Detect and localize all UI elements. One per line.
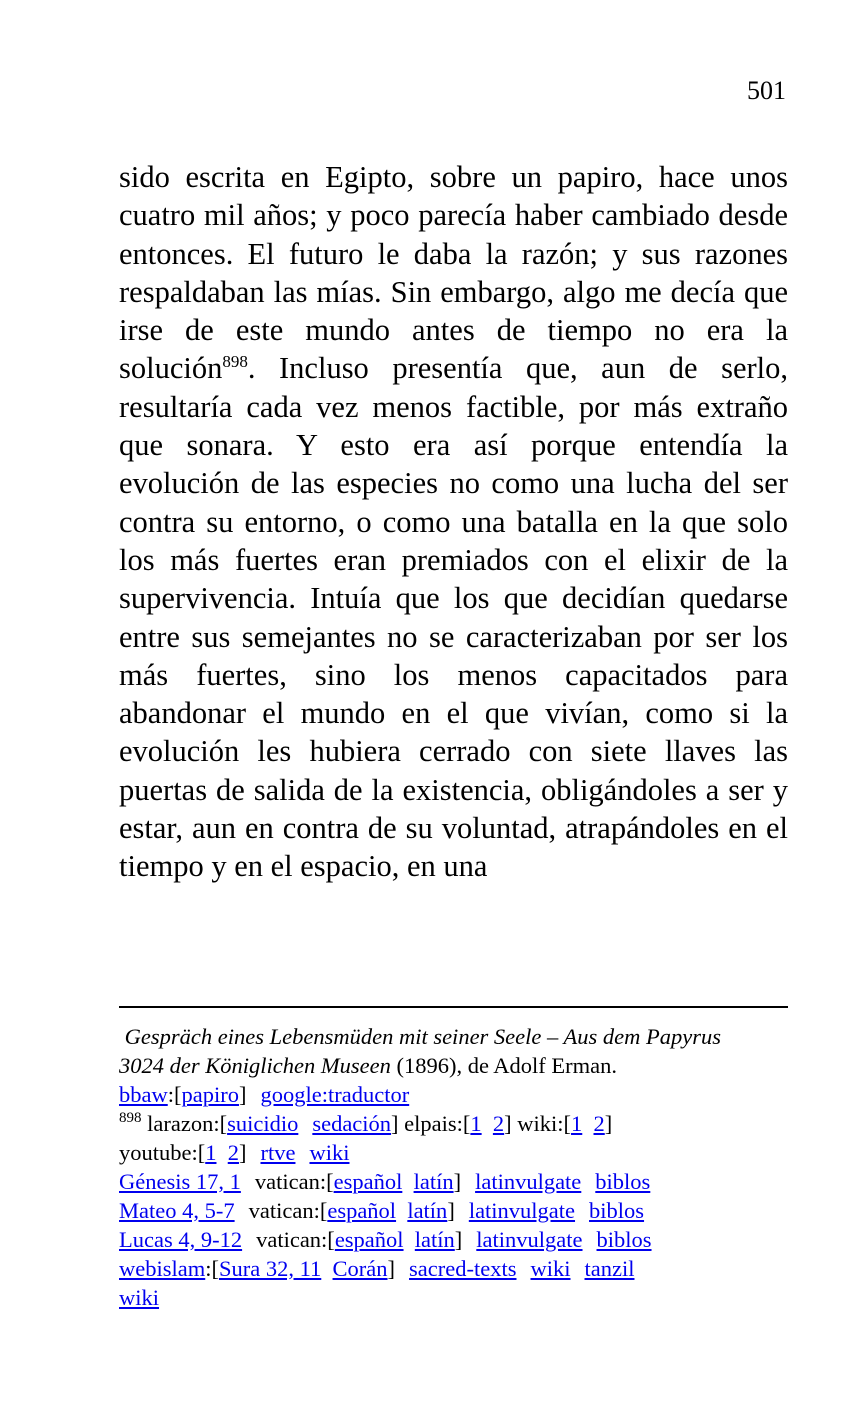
ref-line-islam-2 — [119, 1283, 791, 1312]
close-bracket: ] — [387, 1256, 396, 1281]
link-mateo[interactable]: Mateo 4, 5-7 — [119, 1198, 235, 1223]
link-bbaw[interactable]: bbaw — [119, 1082, 168, 1107]
close-bracket: ] — [454, 1227, 463, 1252]
link-coran[interactable]: Corán — [332, 1256, 388, 1281]
link-latinvulgate[interactable]: latinvulgate — [475, 1169, 582, 1194]
link-biblos[interactable]: biblos — [595, 1169, 651, 1194]
link-espanol[interactable]: español — [333, 1169, 403, 1194]
footnote-prev-line2 — [119, 1051, 791, 1080]
book-title-line1: Gespräch eines Lebensmüden mit seiner Seele – Aus dem Papyrus — [124, 1024, 721, 1049]
link-latin[interactable]: latín — [413, 1169, 454, 1194]
link-latin[interactable]: latín — [407, 1198, 448, 1223]
link-wiki-2[interactable]: 2 — [593, 1111, 605, 1136]
page-number: 501 — [747, 76, 786, 105]
close-bracket: ] — [604, 1111, 613, 1136]
link-latinvulgate[interactable]: latinvulgate — [476, 1227, 583, 1252]
book-title-line2: 3024 der Königlichen Museen — [119, 1053, 391, 1078]
close-bracket: ] — [238, 1082, 247, 1107]
label-bracket: :[ — [167, 1082, 182, 1107]
close-bracket: ] — [447, 1198, 455, 1223]
link-sura[interactable]: Sura 32, 11 — [218, 1256, 322, 1281]
link-latin[interactable]: latín — [414, 1227, 455, 1252]
link-genesis[interactable]: Génesis 17, 1 — [119, 1169, 241, 1194]
footnote-divider — [119, 1006, 788, 1008]
close-bracket: ] — [238, 1140, 247, 1165]
larazon-label: larazon:[ — [141, 1111, 228, 1136]
ref-line-islam — [119, 1254, 791, 1283]
link-youtube-2[interactable]: 2 — [227, 1140, 239, 1165]
ref-line-genesis — [119, 1167, 791, 1196]
vatican-label: vatican:[ — [248, 1198, 328, 1223]
link-elpais-1[interactable]: 1 — [470, 1111, 482, 1136]
link-papiro[interactable]: papiro — [181, 1082, 239, 1107]
body-text-part-2: . Incluso presentía que, aun de serlo, resultaría cada vez menos factible, por más extraño que sonara. Y esto era así porque entendía la evolución de las especies no como una lucha del ser contra su entorno, o como una batalla en la que solo los más fuertes eran premiados con el elixir de la supervivencia. Intuía que los que decidían quedarse entre sus semejantes no se caracterizaban por ser los más fuertes, sino los menos capacitados para abandonar el mundo en el que vivían, como si la evolución les hubiera cerrado con siete llaves las puertas de salida de la existencia, obligándoles a ser y estar, aun en contra de su voluntad, atrapándoles en el tiempo y en el espacio, en una — [119, 351, 788, 884]
link-espanol[interactable]: español — [334, 1227, 404, 1252]
link-elpais-2[interactable]: 2 — [492, 1111, 505, 1136]
link-sedacion[interactable]: sedación — [312, 1111, 392, 1136]
link-webislam[interactable]: webislam — [119, 1256, 206, 1281]
link-biblos[interactable]: biblos — [589, 1198, 645, 1223]
ref-line-mateo — [119, 1196, 791, 1225]
link-espanol[interactable]: español — [327, 1198, 397, 1223]
link-suicidio[interactable]: suicidio — [227, 1111, 299, 1136]
link-latinvulgate[interactable]: latinvulgate — [468, 1198, 576, 1223]
link-tanzil[interactable]: tanzil — [584, 1256, 635, 1281]
link-sacred-texts[interactable]: sacred-texts — [409, 1256, 517, 1281]
footnote-mark-898: 898 — [119, 1110, 142, 1126]
wiki-label: ] wiki:[ — [504, 1111, 572, 1136]
label-bracket: :[ — [205, 1256, 219, 1281]
ref-line-lucas — [119, 1225, 791, 1254]
footnote-prev-line1 — [119, 1022, 791, 1051]
vatican-label: vatican:[ — [254, 1169, 334, 1194]
footnote-prev-links — [119, 1080, 791, 1109]
link-wiki-2[interactable]: wiki — [119, 1285, 160, 1310]
link-youtube-1[interactable]: 1 — [205, 1140, 217, 1165]
footnotes — [119, 1022, 791, 1312]
link-biblos[interactable]: biblos — [596, 1227, 652, 1252]
link-rtve[interactable]: rtve — [260, 1140, 296, 1165]
book-citation-tail: (1896), de Adolf Erman. — [390, 1053, 618, 1078]
footnote-898-line2 — [119, 1138, 791, 1167]
body-paragraph — [119, 158, 788, 886]
link-google-traductor[interactable]: google:traductor — [260, 1082, 410, 1107]
close-bracket: ] — [453, 1169, 462, 1194]
vatican-label: vatican:[ — [256, 1227, 335, 1252]
link-wiki[interactable]: wiki — [530, 1256, 571, 1281]
body-text-part-1: sido escrita en Egipto, sobre un papiro, hace unos cuatro mil años; y poco parecía haber cambiado desde entonces. El futuro le daba la razón; y sus razones respaldaban las mías. Sin embargo, algo me decía que irse de este mundo antes de tiempo no era la solución — [119, 160, 788, 386]
youtube-label: youtube:[ — [119, 1140, 206, 1165]
footnote-ref-898[interactable]: 898 — [222, 352, 248, 372]
link-wiki[interactable]: wiki — [309, 1140, 350, 1165]
link-lucas[interactable]: Lucas 4, 9-12 — [119, 1227, 243, 1252]
footnote-898-line1 — [119, 1109, 791, 1138]
link-wiki-1[interactable]: 1 — [571, 1111, 583, 1136]
elpais-label: ] elpais:[ — [391, 1111, 471, 1136]
